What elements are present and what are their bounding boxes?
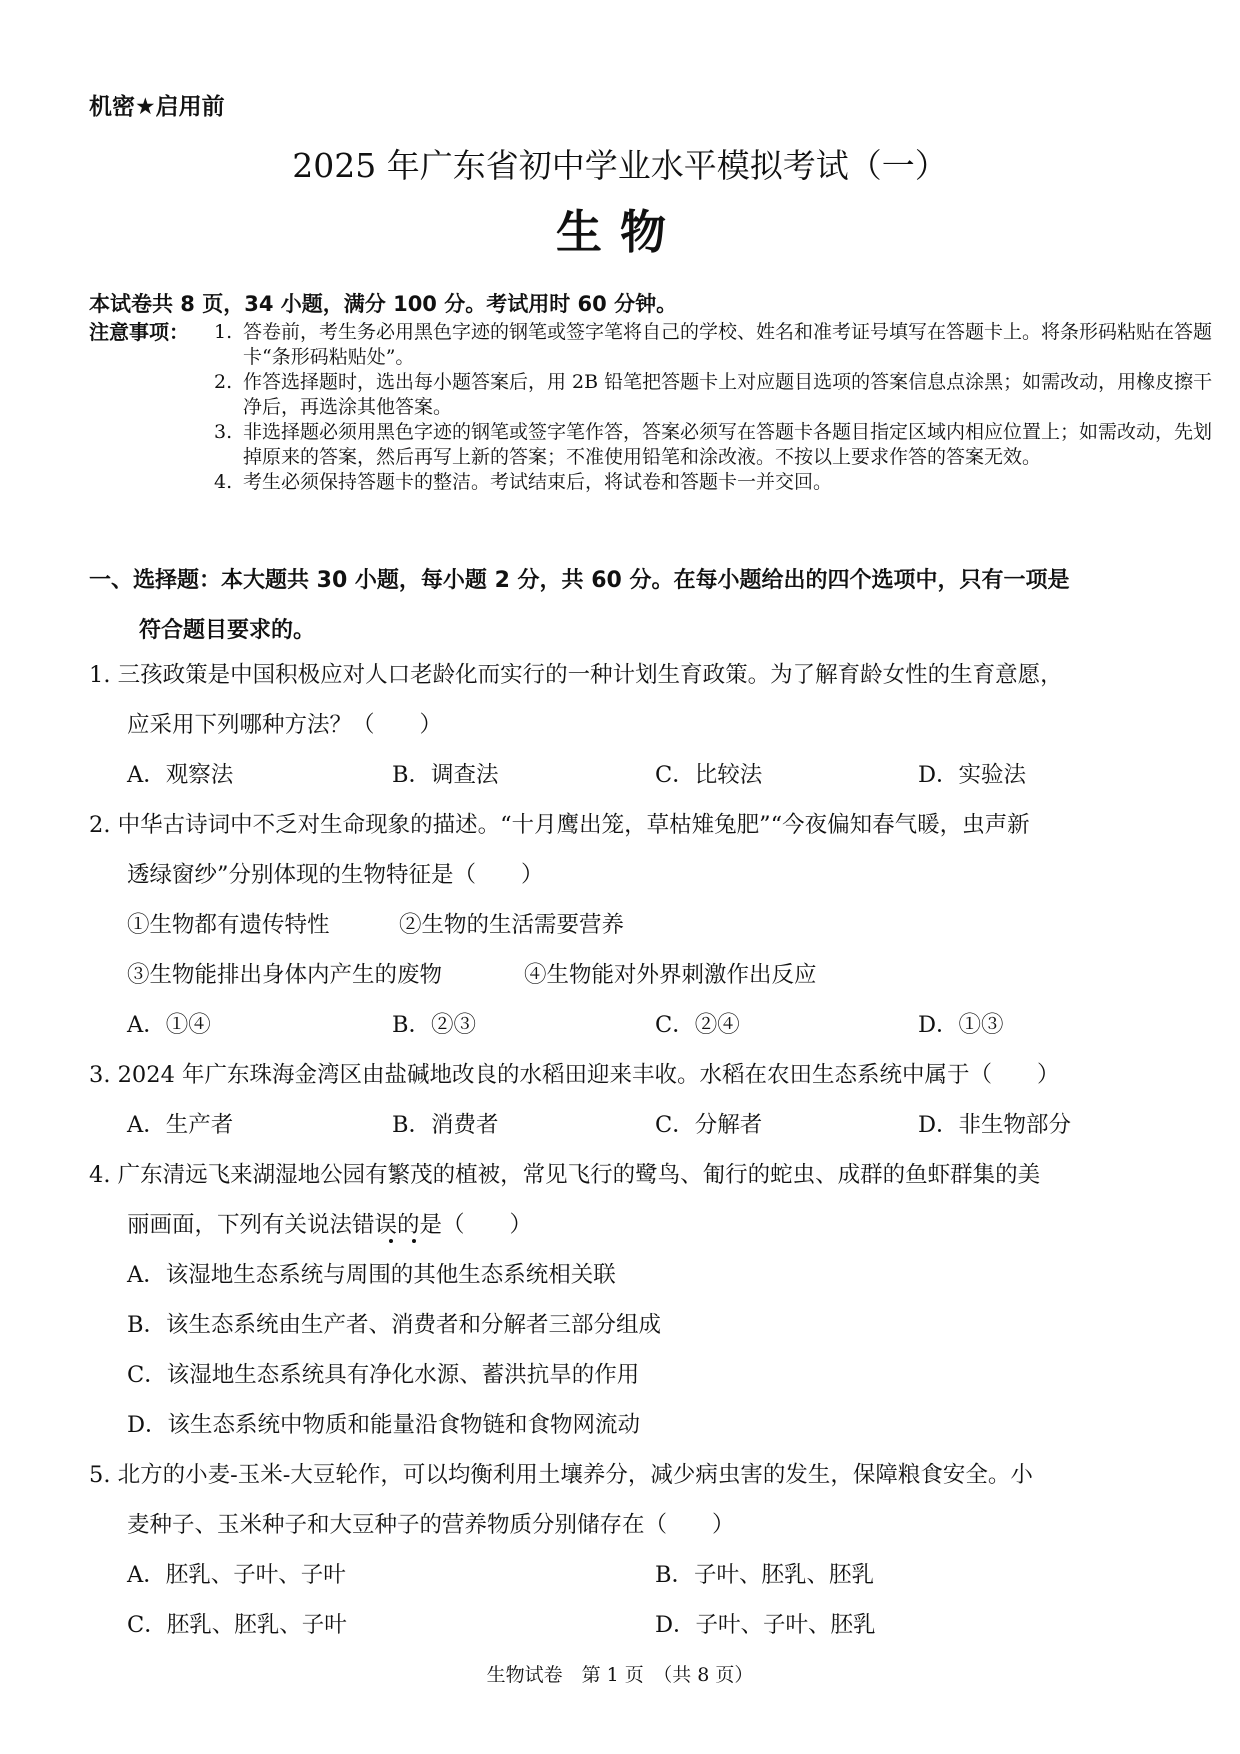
question-1-line2: 应采用下列哪种方法？（ ）: [127, 712, 443, 738]
notice-item: [214, 470, 1224, 495]
question-4-option-d: D．该生态系统中物质和能量沿食物链和食物网流动: [127, 1412, 641, 1438]
question-1-option-d: D．实验法: [918, 762, 1027, 788]
notice-text: 非选择题必须用黑色字迹的钢笔或签字笔作答，答案必须写在答题卡各题目指定区域内相应位置上；如需改动，先划掉原来的答案，然后再写上新的答案；不准使用铅笔和涂改液。不按以上要求作答的答案无效。: [243, 421, 1213, 468]
question-4-option-c: C．该湿地生态系统具有净化水源、蓄洪抗旱的作用: [127, 1362, 640, 1388]
notice-number: 4.: [214, 471, 233, 493]
question-2-line1: 2. 中华古诗词中不乏对生命现象的描述。“十月鹰出笼，草枯雉兔肥”“今夜偏知春气暖，虫声新: [89, 812, 1030, 838]
question-1-option-a: A．观察法: [127, 762, 234, 788]
question-5-option-b: B．子叶、胚乳、胚乳: [655, 1562, 875, 1588]
section-heading-line1: 一、选择题：本大题共 30 小题，每小题 2 分，共 60 分。在每小题给出的四个选项中，只有一项是: [89, 568, 1070, 593]
question-2-statement-3: ③生物能排出身体内产生的废物: [127, 962, 443, 988]
notice-label: 注意事项：: [89, 320, 189, 344]
question-5-line1: 5. 北方的小麦-玉米-大豆轮作，可以均衡利用土壤养分，减少病虫害的发生，保障粮食安全。小: [89, 1462, 1033, 1488]
question-1-line1: 1. 三孩政策是中国积极应对人口老龄化而实行的一种计划生育政策。为了解育龄女性的生育意愿，: [89, 662, 1063, 688]
notice-item: [214, 420, 1224, 470]
notice-text: 作答选择题时，选出每小题答案后，用 2B 铅笔把答题卡上对应题目选项的答案信息点涂黑；如需改动，用橡皮擦干净后，再选涂其他答案。: [243, 371, 1213, 418]
question-3-option-b: B．消费者: [392, 1112, 499, 1138]
exam-title: 2025 年广东省初中学业水平模拟考试（一）: [292, 146, 948, 185]
emphasis-dot: [412, 1239, 416, 1243]
notice-list: [214, 320, 1224, 495]
page-footer: 生物试卷 第 1 页 （共 8 页）: [486, 1664, 754, 1686]
question-2-line2: 透绿窗纱”分别体现的生物特征是（ ）: [127, 862, 544, 888]
section-heading: [89, 556, 1159, 656]
question-1-option-b: B．调查法: [392, 762, 499, 788]
subject-title: 生物: [556, 205, 684, 259]
notice-number: 2.: [214, 371, 233, 393]
question-3-option-d: D．非生物部分: [918, 1112, 1072, 1138]
question-4-option-b: B．该生态系统由生产者、消费者和分解者三部分组成: [127, 1312, 662, 1338]
question-2-statement-1: ①生物都有遗传特性: [127, 912, 330, 938]
notice-number: 3.: [214, 421, 233, 443]
question-5-option-c: C．胚乳、胚乳、子叶: [127, 1612, 347, 1638]
section-heading-line2: 符合题目要求的。: [139, 618, 316, 643]
question-2-statement-4: ④生物能对外界刺激作出反应: [524, 962, 817, 988]
question-5-option-a: A．胚乳、子叶、子叶: [127, 1562, 346, 1588]
question-1-option-c: C．比较法: [655, 762, 763, 788]
question-3-line1: 3. 2024 年广东珠海金湾区由盐碱地改良的水稻田迎来丰收。水稻在农田生态系统中属于（ ）: [89, 1062, 1060, 1088]
question-5-option-d: D．子叶、子叶、胚乳: [655, 1612, 876, 1638]
notice-item: [214, 370, 1224, 420]
question-2-option-b: B．②③: [392, 1012, 477, 1038]
secret-label: 机密★启用前: [89, 94, 225, 120]
exam-info: 本试卷共 8 页，34 小题，满分 100 分。考试用时 60 分钟。: [89, 292, 678, 316]
notice-text: 考生必须保持答题卡的整洁。考试结束后，将试卷和答题卡一并交回。: [243, 471, 833, 493]
question-2-option-c: C．②④: [655, 1012, 740, 1038]
notice-number: 1.: [214, 321, 233, 343]
notice-item: [214, 320, 1224, 370]
question-3-option-a: A．生产者: [127, 1112, 234, 1138]
question-4-option-a: A．该湿地生态系统与周围的其他生态系统相关联: [127, 1262, 616, 1288]
question-4-line1: 4. 广东清远飞来湖湿地公园有繁茂的植被，常见飞行的鹭鸟、匍行的蛇虫、成群的鱼虾群集的美: [89, 1162, 1041, 1188]
question-3-option-c: C．分解者: [655, 1112, 763, 1138]
question-4-line2: 丽画面，下列有关说法错误的是（ ）: [127, 1212, 533, 1238]
question-2-statement-2: ②生物的生活需要营养: [399, 912, 625, 938]
emphasis-dot: [389, 1239, 393, 1243]
notice-text: 答卷前，考生务必用黑色字迹的钢笔或签字笔将自己的学校、姓名和准考证号填写在答题卡上。将条形码粘贴在答题卡“条形码粘贴处”。: [243, 321, 1213, 368]
question-5-line2: 麦种子、玉米种子和大豆种子的营养物质分别储存在（ ）: [127, 1512, 735, 1538]
question-2-option-d: D．①③: [918, 1012, 1004, 1038]
question-2-option-a: A．①④: [127, 1012, 211, 1038]
